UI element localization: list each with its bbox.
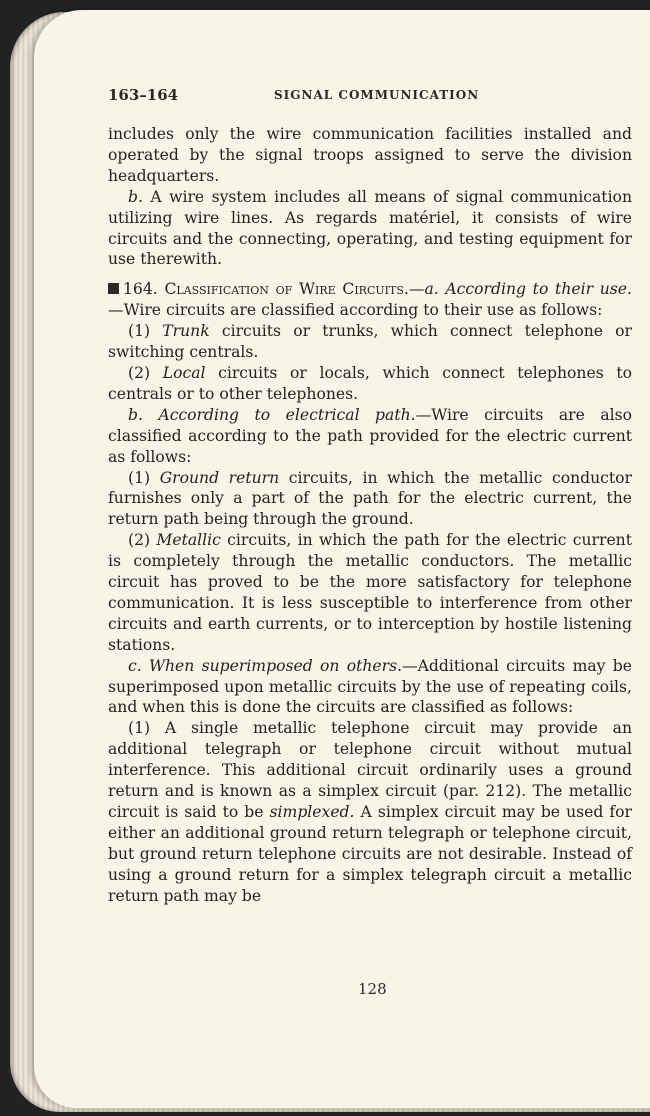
body-text (108, 124, 632, 907)
header-page-range: 163–164 (108, 86, 179, 104)
item-a1: (1) Trunk circuits or trunks, which connect telephone or switching centrals. (108, 322, 633, 362)
paragraph-continued: includes only the wire communication facilities installed and operated by the signal troops assigned to serve the division headquarters. (108, 125, 632, 185)
section-marker-icon (108, 283, 119, 294)
subsection-c: c. When superimposed on others.—Additional circuits may be superimposed upon metallic circuits by the use of repeating coils, and when this is done the circuits are classified as follows: (108, 656, 632, 717)
subsection-a-heading: a. According to their use (424, 280, 628, 299)
paragraph-b-wire-system: b. A wire system includes all means of signal communication utilizing wire lines. As regards matériel, it consists of wire circuits and the connecting, operating, and testing equipment for use therewith. (108, 187, 632, 269)
item-b2: (2) Metallic circuits, in which the path for the electric current is completely through the metallic conductors. The metallic circuit has proved to be the more satisfactory for telephone communication. It is less susceptible to interference from other circuits and earth currents, or to interception by hostile listening stations. (108, 531, 632, 654)
item-a2: (2) Local circuits or locals, which connect telephones to centrals or to other telephones. (108, 363, 633, 403)
subsection-c-heading: c. When superimposed on others (128, 656, 398, 675)
header-running-title: SIGNAL COMMUNICATION (274, 88, 480, 102)
subsection-b-heading: b. According to electrical path (128, 405, 411, 424)
section-number: 164. (123, 280, 158, 299)
running-header (108, 86, 628, 108)
item-b1: (1) Ground return circuits, in which the metallic conductor furnishes only a part of the path for the electric current, the return path being through the ground. (108, 468, 632, 529)
page-number: 128 (358, 980, 387, 998)
section-164: 164. Classification of Wire Circuits.—a. According to their use.—Wire circuits are classified according to their use as follows: (108, 280, 632, 320)
section-heading: Classification of Wire Circuits (164, 280, 404, 299)
item-c1: (1) A single metallic telephone circuit may provide an additional telegraph or telephone circuit without mutual interference. This additional circuit ordinarily uses a ground return and is known as a simplex circuit (par. 212). The metallic circuit is said to be simplexed. A simplex circuit may be used for either an additional ground return telegraph or telephone circuit, but ground return telephone circuits are not desirable. Instead of using a ground return for a simplex telegraph circuit a metallic return path may be (108, 719, 632, 905)
subsection-b: b. According to electrical path.—Wire circuits are also classified according to the path provided for the electric current as follows: (108, 405, 632, 466)
